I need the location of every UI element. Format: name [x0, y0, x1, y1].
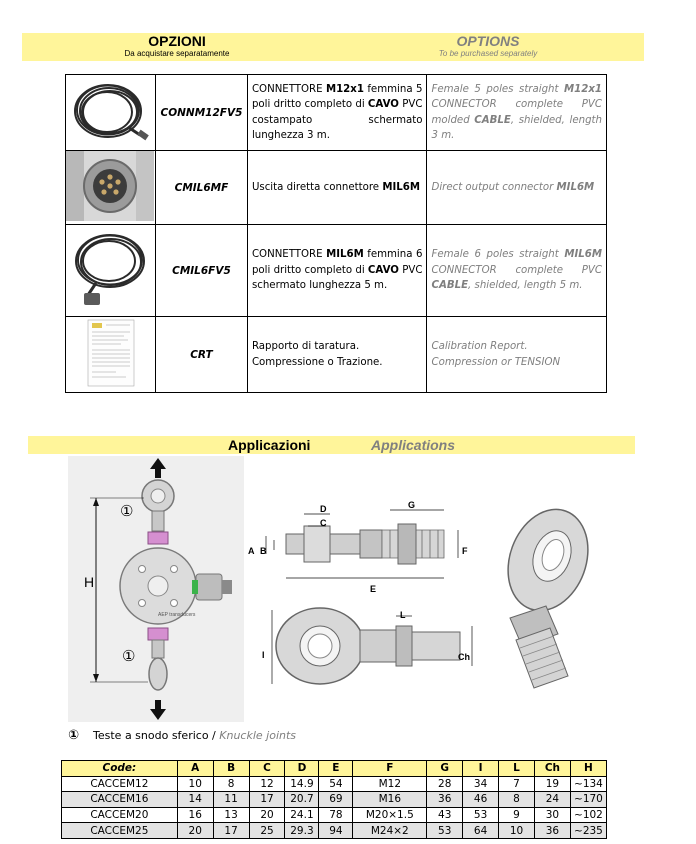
desc-text: femmina 5 poli dritto completo di: [251, 83, 423, 110]
mil6m-connector-image: [66, 151, 156, 225]
desc-bold-text: CAVO: [367, 264, 399, 276]
cell: 54: [319, 776, 353, 792]
note-text-it: Teste a snodo sferico: [93, 729, 209, 742]
option-desc-it: [247, 225, 427, 317]
option-desc-en: [427, 317, 607, 393]
desc-text: Female 5 poles straight: [431, 83, 565, 95]
cable-coil-icon: [66, 225, 154, 313]
dim-label-a: A: [248, 546, 255, 556]
rod-end-perspective-view: [496, 500, 612, 690]
knuckle-marker-bottom: ①: [122, 648, 136, 665]
rod-end-top-view: [260, 604, 480, 690]
cell-code: CACCEM12: [62, 776, 178, 792]
desc-text: CONNETTORE: [251, 83, 326, 95]
col-header: D: [285, 761, 319, 777]
options-title-en-block: [332, 34, 644, 59]
cell: 30: [534, 807, 570, 823]
col-header: F: [353, 761, 427, 777]
cable-m12-image: [66, 75, 156, 151]
load-cell-assembly-diagram: [68, 456, 244, 722]
col-header: C: [249, 761, 285, 777]
cell: M16: [353, 792, 427, 808]
cell: 11: [213, 792, 249, 808]
cell: ~134: [570, 776, 606, 792]
col-header: A: [177, 761, 213, 777]
options-title-it-block: [22, 34, 332, 59]
cell: 43: [427, 807, 463, 823]
dim-label-b: B: [260, 546, 267, 556]
col-header: Ch: [534, 761, 570, 777]
dim-label-g: G: [408, 500, 416, 510]
cell: 17: [249, 792, 285, 808]
cable-mil6-image: [66, 225, 156, 317]
cell: ~170: [570, 792, 606, 808]
dim-label-f: F: [462, 546, 468, 556]
cell: 10: [177, 776, 213, 792]
col-header: L: [499, 761, 535, 777]
cell: 36: [427, 792, 463, 808]
connector-icon: [66, 151, 154, 221]
brand-text: AEP transducers: [158, 612, 196, 618]
cell: M24×2: [353, 823, 427, 839]
option-desc-it: [247, 317, 427, 393]
desc-text: PVC schermato lunghezza 5 m.: [251, 264, 423, 292]
col-header: B: [213, 761, 249, 777]
desc-text: Direct output connector: [431, 181, 557, 193]
cell: 69: [319, 792, 353, 808]
dim-label-i: I: [262, 650, 265, 660]
cell: 10: [499, 823, 535, 839]
desc-text: Calibration Report.: [431, 341, 528, 352]
note-marker: ①: [68, 728, 80, 743]
applications-title-it: Applicazioni: [228, 437, 311, 453]
options-title-it: OPZIONI: [148, 33, 206, 49]
options-table: [65, 74, 607, 393]
note-separator: /: [208, 729, 220, 742]
note-text-en: Knuckle joints: [219, 729, 297, 742]
cell: M20×1.5: [353, 807, 427, 823]
cell: ~235: [570, 823, 606, 839]
cell: 25: [249, 823, 285, 839]
desc-text: Compression or TENSION: [431, 356, 561, 368]
cell: 20.7: [285, 792, 319, 808]
cell: 14: [177, 792, 213, 808]
option-code: CRT: [155, 317, 247, 393]
applications-title: [28, 436, 635, 454]
desc-text: Female 6 poles straight: [431, 249, 565, 261]
options-subtitle-en: To be purchased separately: [438, 49, 538, 58]
desc-text: Rapporto di taratura.: [251, 341, 360, 352]
cell: 24: [534, 792, 570, 808]
cell: 53: [427, 823, 463, 839]
table-row: [62, 792, 607, 808]
desc-bold-text: MIL6M: [564, 249, 602, 261]
desc-text: Compressione o Trazione.: [251, 356, 383, 368]
dim-label-ch: Ch: [458, 652, 470, 662]
document-icon: [66, 317, 154, 389]
option-code: CONNM12FV5: [155, 75, 247, 151]
cell: 16: [177, 807, 213, 823]
cell: 9: [499, 807, 535, 823]
table-row: [62, 823, 607, 839]
desc-text: femmina 6 poli dritto completo di: [251, 249, 423, 276]
cell: 64: [463, 823, 499, 839]
desc-text: PVC costampato schermato lunghezza 3 m.: [251, 99, 423, 141]
col-header: I: [463, 761, 499, 777]
options-title-en: OPTIONS: [456, 33, 520, 49]
desc-text: CONNECTOR complete PVC molded: [431, 99, 602, 126]
cell: 34: [463, 776, 499, 792]
desc-text: CONNETTORE: [251, 249, 327, 261]
cell: 94: [319, 823, 353, 839]
dim-label-c: C: [320, 518, 327, 528]
options-row: [66, 75, 607, 151]
cell: 28: [427, 776, 463, 792]
cell: 12: [249, 776, 285, 792]
dimensions-table: [61, 760, 607, 839]
desc-bold-text: M12x1: [564, 83, 602, 95]
cable-coil-icon: [66, 75, 154, 147]
table-row: [62, 776, 607, 792]
dim-label-e: E: [370, 584, 377, 594]
cell: 8: [499, 792, 535, 808]
option-desc-en: [427, 225, 607, 317]
options-subtitle-it: Da acquistare separatamente: [124, 49, 230, 58]
cell: 8: [213, 776, 249, 792]
cell: 20: [249, 807, 285, 823]
cell-code: CACCEM16: [62, 792, 178, 808]
knuckle-joint-note: [68, 728, 296, 743]
cell: 20: [177, 823, 213, 839]
desc-bold-text: CABLE: [474, 114, 511, 126]
cell: 78: [319, 807, 353, 823]
option-desc-en: [427, 151, 607, 225]
dimensions-header-row: [62, 761, 607, 777]
cell: 29.3: [285, 823, 319, 839]
desc-text: Uscita diretta connettore: [251, 181, 383, 193]
desc-text: , shielded, length 3 m.: [431, 114, 602, 141]
desc-text: CONNECTOR complete PVC: [431, 264, 602, 276]
dim-label-h: H: [84, 574, 95, 590]
option-code: CMIL6MF: [155, 151, 247, 225]
options-row: [66, 317, 607, 393]
desc-bold-text: M12x1: [325, 83, 364, 95]
cell-code: CACCEM25: [62, 823, 178, 839]
options-row: [66, 151, 607, 225]
cell: M12: [353, 776, 427, 792]
cell: 19: [534, 776, 570, 792]
desc-bold-text: CABLE: [431, 280, 469, 292]
option-desc-it: [247, 151, 427, 225]
option-desc-en: [427, 75, 607, 151]
calibration-report-image: [66, 317, 156, 393]
options-row: [66, 225, 607, 317]
knuckle-marker-top: ①: [120, 503, 134, 520]
desc-bold-text: MIL6M: [556, 181, 595, 193]
col-header: E: [319, 761, 353, 777]
cell: 53: [463, 807, 499, 823]
desc-bold-text: CAVO: [367, 99, 399, 110]
cell: 13: [213, 807, 249, 823]
col-header: H: [570, 761, 606, 777]
applications-title-en: Applications: [371, 437, 456, 453]
table-row: [62, 807, 607, 823]
cell: 36: [534, 823, 570, 839]
cell: 46: [463, 792, 499, 808]
col-header: G: [427, 761, 463, 777]
desc-bold-text: MIL6M: [382, 181, 420, 193]
cell: 14.9: [285, 776, 319, 792]
rod-end-side-view: [244, 496, 480, 600]
col-header-code: Code:: [62, 761, 178, 777]
cell: 24.1: [285, 807, 319, 823]
desc-bold-text: MIL6M: [326, 249, 364, 261]
desc-text: , shielded, length 5 m.: [468, 280, 583, 292]
option-code: CMIL6FV5: [155, 225, 247, 317]
cell-code: CACCEM20: [62, 807, 178, 823]
cell: 7: [499, 776, 535, 792]
option-desc-it: [247, 75, 427, 151]
dim-label-d: D: [320, 504, 327, 514]
dim-label-l: L: [400, 610, 406, 620]
cell: ~102: [570, 807, 606, 823]
cell: 17: [213, 823, 249, 839]
